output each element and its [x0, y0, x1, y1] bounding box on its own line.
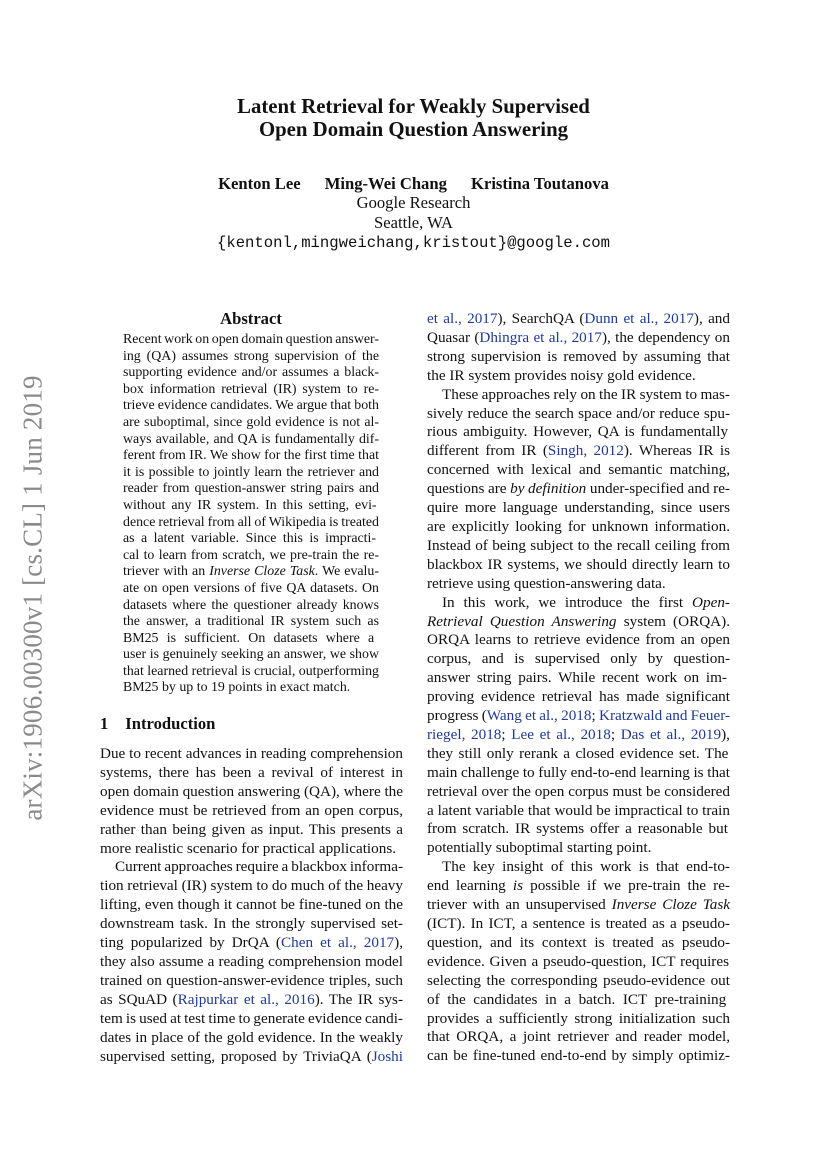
- text-line: [427, 669, 730, 688]
- text-line-content: [427, 575, 666, 592]
- text-line: [427, 631, 730, 650]
- text-line: [427, 934, 730, 953]
- text-span: can be fine-tuned end-to-end by simply optimiz-: [427, 1047, 730, 1065]
- text-line-content: [427, 1047, 730, 1064]
- text-line: [100, 840, 403, 859]
- text-span: ate on open versions of five QA datasets. On: [123, 580, 379, 596]
- text-line: [427, 877, 730, 896]
- text-line-content: [100, 745, 403, 762]
- section-heading-introduction: [100, 714, 215, 734]
- text-line-content: [123, 631, 374, 646]
- text-span: ORQA learns to retrieve evidence from an open: [427, 631, 730, 649]
- text-line: [123, 481, 379, 498]
- text-span: are explicitly looking for unknown information.: [427, 517, 730, 535]
- text-line-content: [442, 594, 730, 611]
- italic-text: by definition: [510, 480, 587, 498]
- text-line-content: [100, 915, 403, 932]
- text-line: [123, 332, 379, 349]
- text-span: it is possible to jointly learn the retriever and: [123, 464, 379, 480]
- citation-link[interactable]: Dhingra et al., 2017: [479, 328, 602, 346]
- text-line: [427, 650, 730, 669]
- text-span: trieve evidence candidates. We argue that both: [123, 398, 379, 414]
- text-line: [100, 1029, 403, 1048]
- text-span: different from IR (: [427, 442, 548, 460]
- text-line: [427, 613, 730, 632]
- text-line: [427, 1028, 730, 1047]
- text-line: [123, 515, 379, 532]
- text-span: Current approaches require a blackbox informa-: [115, 858, 403, 876]
- text-line: [427, 518, 730, 537]
- text-line-content: [123, 365, 379, 380]
- text-span: trained on question-answer-evidence triples, such: [100, 971, 403, 989]
- text-span: question, and its context is treated as pseudo-: [427, 933, 730, 951]
- text-line: [427, 405, 730, 424]
- text-span: a latent variable that would be impractical to train: [427, 801, 730, 819]
- text-span: retrieval over the open corpus must be considered: [427, 782, 730, 800]
- text-span: datasets where the questioner already knows: [123, 597, 379, 613]
- text-line: [427, 480, 730, 499]
- text-line: [427, 556, 730, 575]
- text-line-content: [123, 465, 379, 480]
- text-line: [100, 915, 403, 934]
- text-line-content: [427, 650, 730, 667]
- text-line-content: [427, 442, 730, 459]
- text-line-content: [427, 499, 730, 516]
- text-span: ), the dependency on: [601, 328, 730, 346]
- text-span: (ICT). In ICT, a sentence is treated as a pseudo-: [427, 915, 730, 932]
- citation-link[interactable]: Das et al., 2019: [620, 725, 722, 743]
- text-line-content: [427, 820, 728, 837]
- text-span: systems, there has been a revival of interest in: [100, 763, 403, 781]
- text-line: [100, 858, 403, 877]
- text-span: evidence must be retrieved from an open corpus,: [100, 801, 403, 819]
- text-span: evidence. Given a pseudo-question, ICT requires: [427, 952, 730, 970]
- text-line-content: [100, 877, 403, 894]
- text-line: [100, 764, 403, 783]
- text-span: provides a sufficiently strong initialization such: [427, 1009, 730, 1027]
- text-span: lifting, even though it cannot be fine-tuned on the: [100, 896, 404, 914]
- text-line: [100, 953, 403, 972]
- section-title: Introduction: [125, 714, 216, 733]
- text-span: as SQuAD (: [100, 990, 178, 1008]
- text-span: tem is used at test time to generate evidence candi-: [100, 1009, 403, 1027]
- citation-link[interactable]: Wang et al., 2018: [486, 707, 592, 725]
- text-line: [427, 537, 730, 556]
- text-span: progress (: [427, 707, 487, 725]
- text-span: box information retrieval (IR) system to re-: [123, 381, 379, 397]
- citation-link[interactable]: Singh, 2012: [547, 442, 624, 460]
- text-line: [123, 498, 379, 515]
- text-span: of the candidates in a batch. ICT pre-training: [427, 990, 727, 1008]
- text-span: ). The IR sys-: [314, 990, 404, 1008]
- text-line-content: [442, 386, 730, 403]
- text-line-content: [427, 480, 730, 497]
- text-line: [427, 707, 730, 726]
- text-line-content: [427, 915, 730, 932]
- text-line: [427, 329, 730, 348]
- citation-link[interactable]: Lee et al., 2018: [511, 725, 611, 743]
- italic-text: Open-: [692, 593, 730, 611]
- text-line: [427, 820, 730, 839]
- author-name: Kristina Toutanova: [471, 174, 609, 193]
- text-span: cal to learn from scratch, we pre-train the re-: [123, 547, 379, 563]
- text-span: without any IR system. In this setting, evi-: [123, 497, 377, 513]
- text-line-content: [100, 1029, 403, 1046]
- italic-text: Inverse Cloze Task: [611, 896, 730, 914]
- text-span: system (ORQA).: [616, 612, 730, 630]
- text-span: Recent work on open domain question answer-: [123, 332, 379, 347]
- text-line-content: [427, 423, 728, 440]
- text-span: possible if we pre-train the re-: [523, 877, 730, 895]
- text-line-content: [123, 498, 377, 513]
- text-line: [427, 310, 730, 329]
- text-span: from scratch. IR systems offer a reasonable but: [427, 820, 728, 838]
- text-line-content: [123, 415, 379, 430]
- text-line: [123, 581, 379, 598]
- text-line-content: [115, 858, 403, 875]
- text-line-content: [123, 564, 379, 579]
- text-line-content: [427, 310, 730, 327]
- text-span: they still only rerank a closed evidence set. The: [427, 744, 729, 762]
- affiliation: Google Research: [356, 193, 471, 212]
- citation-link[interactable]: Joshi: [371, 1047, 403, 1065]
- text-line: [427, 1010, 730, 1029]
- text-span: sively reduce the search space and/or reduce spu-: [427, 404, 730, 422]
- text-line-content: [427, 405, 730, 422]
- text-line-content: [123, 548, 379, 563]
- text-line: [427, 915, 730, 934]
- text-span: BM25 by up to 19 points in exact match.: [123, 680, 351, 696]
- text-line-content: [427, 745, 728, 762]
- text-line-content: [427, 707, 730, 724]
- text-line-content: [100, 991, 403, 1008]
- text-line: [100, 802, 403, 821]
- introduction-body-left: [100, 745, 403, 1066]
- text-line-content: [100, 840, 396, 857]
- text-line-content: [123, 515, 379, 530]
- text-span: concerned with lexical and semantic matching,: [427, 461, 730, 479]
- text-line: [427, 726, 730, 745]
- text-line: [427, 575, 730, 594]
- text-line: [100, 1010, 403, 1029]
- text-line: [123, 448, 379, 465]
- citation-link[interactable]: Kratzwald and Feuer-: [598, 707, 731, 725]
- text-line: [123, 614, 379, 631]
- text-line-content: [427, 783, 730, 800]
- text-span: more realistic scenario for practical applications.: [100, 839, 397, 857]
- text-span: . We evalu-: [314, 564, 379, 580]
- text-span: dates in place of the gold evidence. In the weakly: [100, 1028, 403, 1046]
- text-line: [427, 783, 730, 802]
- text-line-content: [100, 953, 403, 970]
- text-line-content: [427, 953, 729, 970]
- text-span: that learned retrieval is crucial, outperforming: [123, 663, 379, 679]
- text-line-content: [427, 367, 696, 384]
- text-span: Instead of being subject to the recall ceiling from: [427, 536, 730, 554]
- text-line: [427, 386, 730, 405]
- italic-text: is: [512, 877, 524, 895]
- text-line-content: [100, 972, 403, 989]
- text-line-content: [123, 581, 379, 596]
- text-span: main challenge to fully end-to-end learning is that: [427, 763, 730, 781]
- text-span: ). Whereas IR is: [623, 442, 730, 460]
- text-span: as a latent variable. Since this is impracti-: [123, 531, 377, 547]
- text-line: [123, 432, 379, 449]
- text-line-content: [427, 877, 730, 894]
- citation-link[interactable]: et al., 2017: [427, 310, 498, 327]
- author-emails: {kentonl,mingweichang,kristout}@google.com: [216, 234, 611, 252]
- text-line-content: [123, 398, 379, 413]
- text-line-content: [123, 664, 379, 679]
- text-line: [427, 442, 730, 461]
- text-line-content: [442, 858, 730, 875]
- text-line-content: [427, 972, 730, 989]
- text-span: proving evidence retrieval has made significant: [427, 688, 730, 706]
- text-line: [427, 839, 730, 858]
- text-line-content: [427, 613, 730, 630]
- text-span: strong supervision is removed by assuming that: [427, 347, 730, 365]
- text-span: ),: [721, 725, 730, 743]
- text-span: tion retrieval (IR) system to do much of the heavy: [100, 877, 403, 895]
- text-line-content: [427, 518, 730, 535]
- text-span: downstream task. In the strongly supervised set-: [100, 915, 403, 933]
- text-line-content: [123, 481, 379, 496]
- text-span: ;: [591, 707, 599, 725]
- text-span: supporting evidence and/or assumes a black-: [123, 365, 379, 381]
- text-line: [427, 499, 730, 518]
- text-line-content: [427, 348, 730, 365]
- introduction-body-right: [427, 310, 730, 1066]
- text-line-content: [100, 1048, 403, 1065]
- text-line-content: [427, 669, 727, 686]
- text-line-content: [427, 556, 730, 573]
- text-line-content: [427, 839, 651, 856]
- text-span: dence retrieval from all of Wikipedia is treated: [123, 514, 379, 530]
- text-span: open domain question answering (QA), where the: [100, 782, 403, 800]
- text-line: [123, 398, 379, 415]
- text-span: ways available, and QA is fundamentally dif-: [123, 431, 379, 447]
- citation-link[interactable]: riegel, 2018: [427, 725, 502, 743]
- text-line-content: [123, 349, 379, 364]
- text-span: ing (QA) assumes strong supervision of the: [123, 348, 379, 364]
- text-span: In this work, we introduce the first: [442, 593, 693, 611]
- text-line: [427, 594, 730, 613]
- text-span: Quasar (: [427, 328, 480, 346]
- text-span: retrieve using question-answering data.: [427, 574, 666, 592]
- text-span: BM25 is sufficient. On datasets where a: [123, 630, 375, 646]
- text-span: selecting the corresponding pseudo-evidence out: [427, 971, 730, 989]
- text-span: These approaches rely on the IR system to mas-: [442, 385, 730, 403]
- text-line-content: [100, 1010, 403, 1027]
- text-line: [427, 423, 730, 442]
- text-span: triever with an unsupervised: [427, 896, 612, 914]
- text-span: they also assume a reading comprehension model: [100, 952, 403, 970]
- text-line: [100, 877, 403, 896]
- text-line: [123, 631, 379, 648]
- text-line: [427, 991, 730, 1010]
- paper-title: [0, 95, 827, 141]
- author-list: [0, 174, 827, 194]
- citation-link[interactable]: Rajpurkar et al., 2016: [177, 990, 315, 1008]
- text-line-content: [100, 802, 403, 819]
- abstract-body: [123, 332, 379, 697]
- text-line: [100, 783, 403, 802]
- text-line: [123, 664, 379, 681]
- text-line-content: [123, 531, 376, 546]
- text-line: [100, 745, 403, 764]
- text-span: are suboptimal, since gold evidence is not al-: [123, 414, 379, 430]
- text-line: [427, 972, 730, 991]
- text-line-content: [123, 647, 379, 662]
- text-line: [123, 365, 379, 382]
- text-line-content: [427, 991, 726, 1008]
- text-span: quire more language understanding, since users: [427, 499, 730, 517]
- text-line-content: [123, 598, 379, 613]
- text-line-content: [123, 332, 379, 347]
- text-span: rious ambiguity. However, QA is fundamentally: [427, 423, 729, 441]
- text-line-content: [427, 329, 730, 346]
- text-line: [100, 972, 403, 991]
- text-line: [123, 465, 379, 482]
- text-line-content: [100, 821, 403, 838]
- text-line-content: [123, 448, 379, 463]
- italic-text: Retrieval Question Answering: [427, 612, 617, 630]
- text-span: ;: [610, 725, 621, 743]
- text-line: [100, 991, 403, 1010]
- text-span: ferent from IR. We show for the first time that: [123, 448, 379, 464]
- text-span: ), SearchQA (: [497, 310, 585, 327]
- text-span: triever with an: [123, 564, 210, 580]
- text-line: [427, 858, 730, 877]
- arxiv-identifier-stamp: arXiv:1906.00300v1 [cs.CL] 1 Jun 2019: [17, 375, 48, 821]
- text-span: Due to recent advances in reading comprehension: [100, 745, 403, 762]
- text-span: ),: [394, 934, 404, 952]
- text-line-content: [100, 764, 403, 781]
- text-span: user is genuinely seeking an answer, we show: [123, 647, 379, 663]
- text-span: ), and: [693, 310, 730, 327]
- text-line: [123, 349, 379, 366]
- text-line: [100, 1048, 403, 1067]
- text-span: the IR system provides noisy gold evidence.: [427, 366, 696, 384]
- text-line-content: [427, 896, 730, 913]
- text-line: [123, 598, 379, 615]
- text-span: reader from question-answer string pairs and: [123, 481, 379, 497]
- text-span: corpus, and is supervised only by question-: [427, 650, 730, 668]
- abstract-heading: Abstract: [220, 309, 282, 328]
- text-line: [100, 896, 403, 915]
- text-line-content: [427, 537, 730, 554]
- text-line: [427, 896, 730, 915]
- text-line-content: [427, 726, 730, 743]
- text-line: [123, 647, 379, 664]
- text-span: questions are: [427, 480, 511, 498]
- title-line-1: Latent Retrieval for Weakly Supervised: [237, 95, 590, 118]
- text-span: potentially suboptimal starting point.: [427, 839, 652, 857]
- text-line: [123, 680, 379, 697]
- text-line-content: [427, 764, 730, 781]
- text-line: [123, 564, 379, 581]
- text-line: [427, 348, 730, 367]
- text-span: The key insight of this work is that end-to-: [442, 858, 730, 876]
- title-line-2: Open Domain Question Answering: [258, 118, 569, 141]
- citation-link[interactable]: Dunn et al., 2017: [584, 310, 694, 327]
- text-span: that ORQA, a joint retriever and reader model,: [427, 1028, 730, 1046]
- text-span: ;: [501, 725, 512, 743]
- italic-text: Inverse Cloze Task: [209, 564, 315, 580]
- text-span: the answer, a traditional IR system such as: [123, 614, 380, 630]
- citation-link[interactable]: Chen et al., 2017: [280, 934, 395, 952]
- text-line: [427, 688, 730, 707]
- text-line: [100, 821, 403, 840]
- text-line: [427, 745, 730, 764]
- text-span: blackbox IR systems, we should directly learn to: [427, 555, 730, 573]
- text-span: ting popularized by DrQA (: [100, 934, 281, 952]
- location: Seattle, WA: [374, 213, 453, 232]
- text-line: [427, 1047, 730, 1066]
- text-line: [427, 764, 730, 783]
- text-line: [123, 548, 379, 565]
- text-line-content: [100, 896, 403, 913]
- text-line-content: [427, 688, 730, 705]
- text-line-content: [100, 783, 403, 800]
- text-line: [100, 934, 403, 953]
- text-span: supervised setting, proposed by TriviaQA (: [100, 1047, 372, 1065]
- text-line-content: [427, 802, 730, 819]
- text-line: [123, 531, 379, 548]
- text-line: [427, 461, 730, 480]
- text-line: [123, 382, 379, 399]
- text-line: [427, 953, 730, 972]
- text-line-content: [100, 934, 403, 951]
- text-line-content: [123, 614, 379, 629]
- text-line-content: [427, 1028, 730, 1045]
- text-line-content: [123, 680, 350, 695]
- text-span: end learning: [427, 877, 513, 895]
- author-name: Kenton Lee: [218, 174, 301, 193]
- text-span: rather than being given as input. This presents a: [100, 820, 403, 838]
- text-line-content: [427, 631, 730, 648]
- text-line-content: [427, 934, 730, 951]
- text-line: [427, 802, 730, 821]
- text-line: [427, 367, 730, 386]
- text-line: [123, 415, 379, 432]
- section-number: 1: [100, 714, 109, 733]
- text-line-content: [123, 432, 379, 447]
- text-span: answer string pairs. While recent work on im-: [427, 669, 727, 687]
- text-line-content: [123, 382, 379, 397]
- text-line-content: [427, 461, 730, 478]
- text-span: under-specified and re-: [586, 480, 730, 498]
- author-name: Ming-Wei Chang: [324, 174, 447, 193]
- text-line-content: [427, 1010, 730, 1027]
